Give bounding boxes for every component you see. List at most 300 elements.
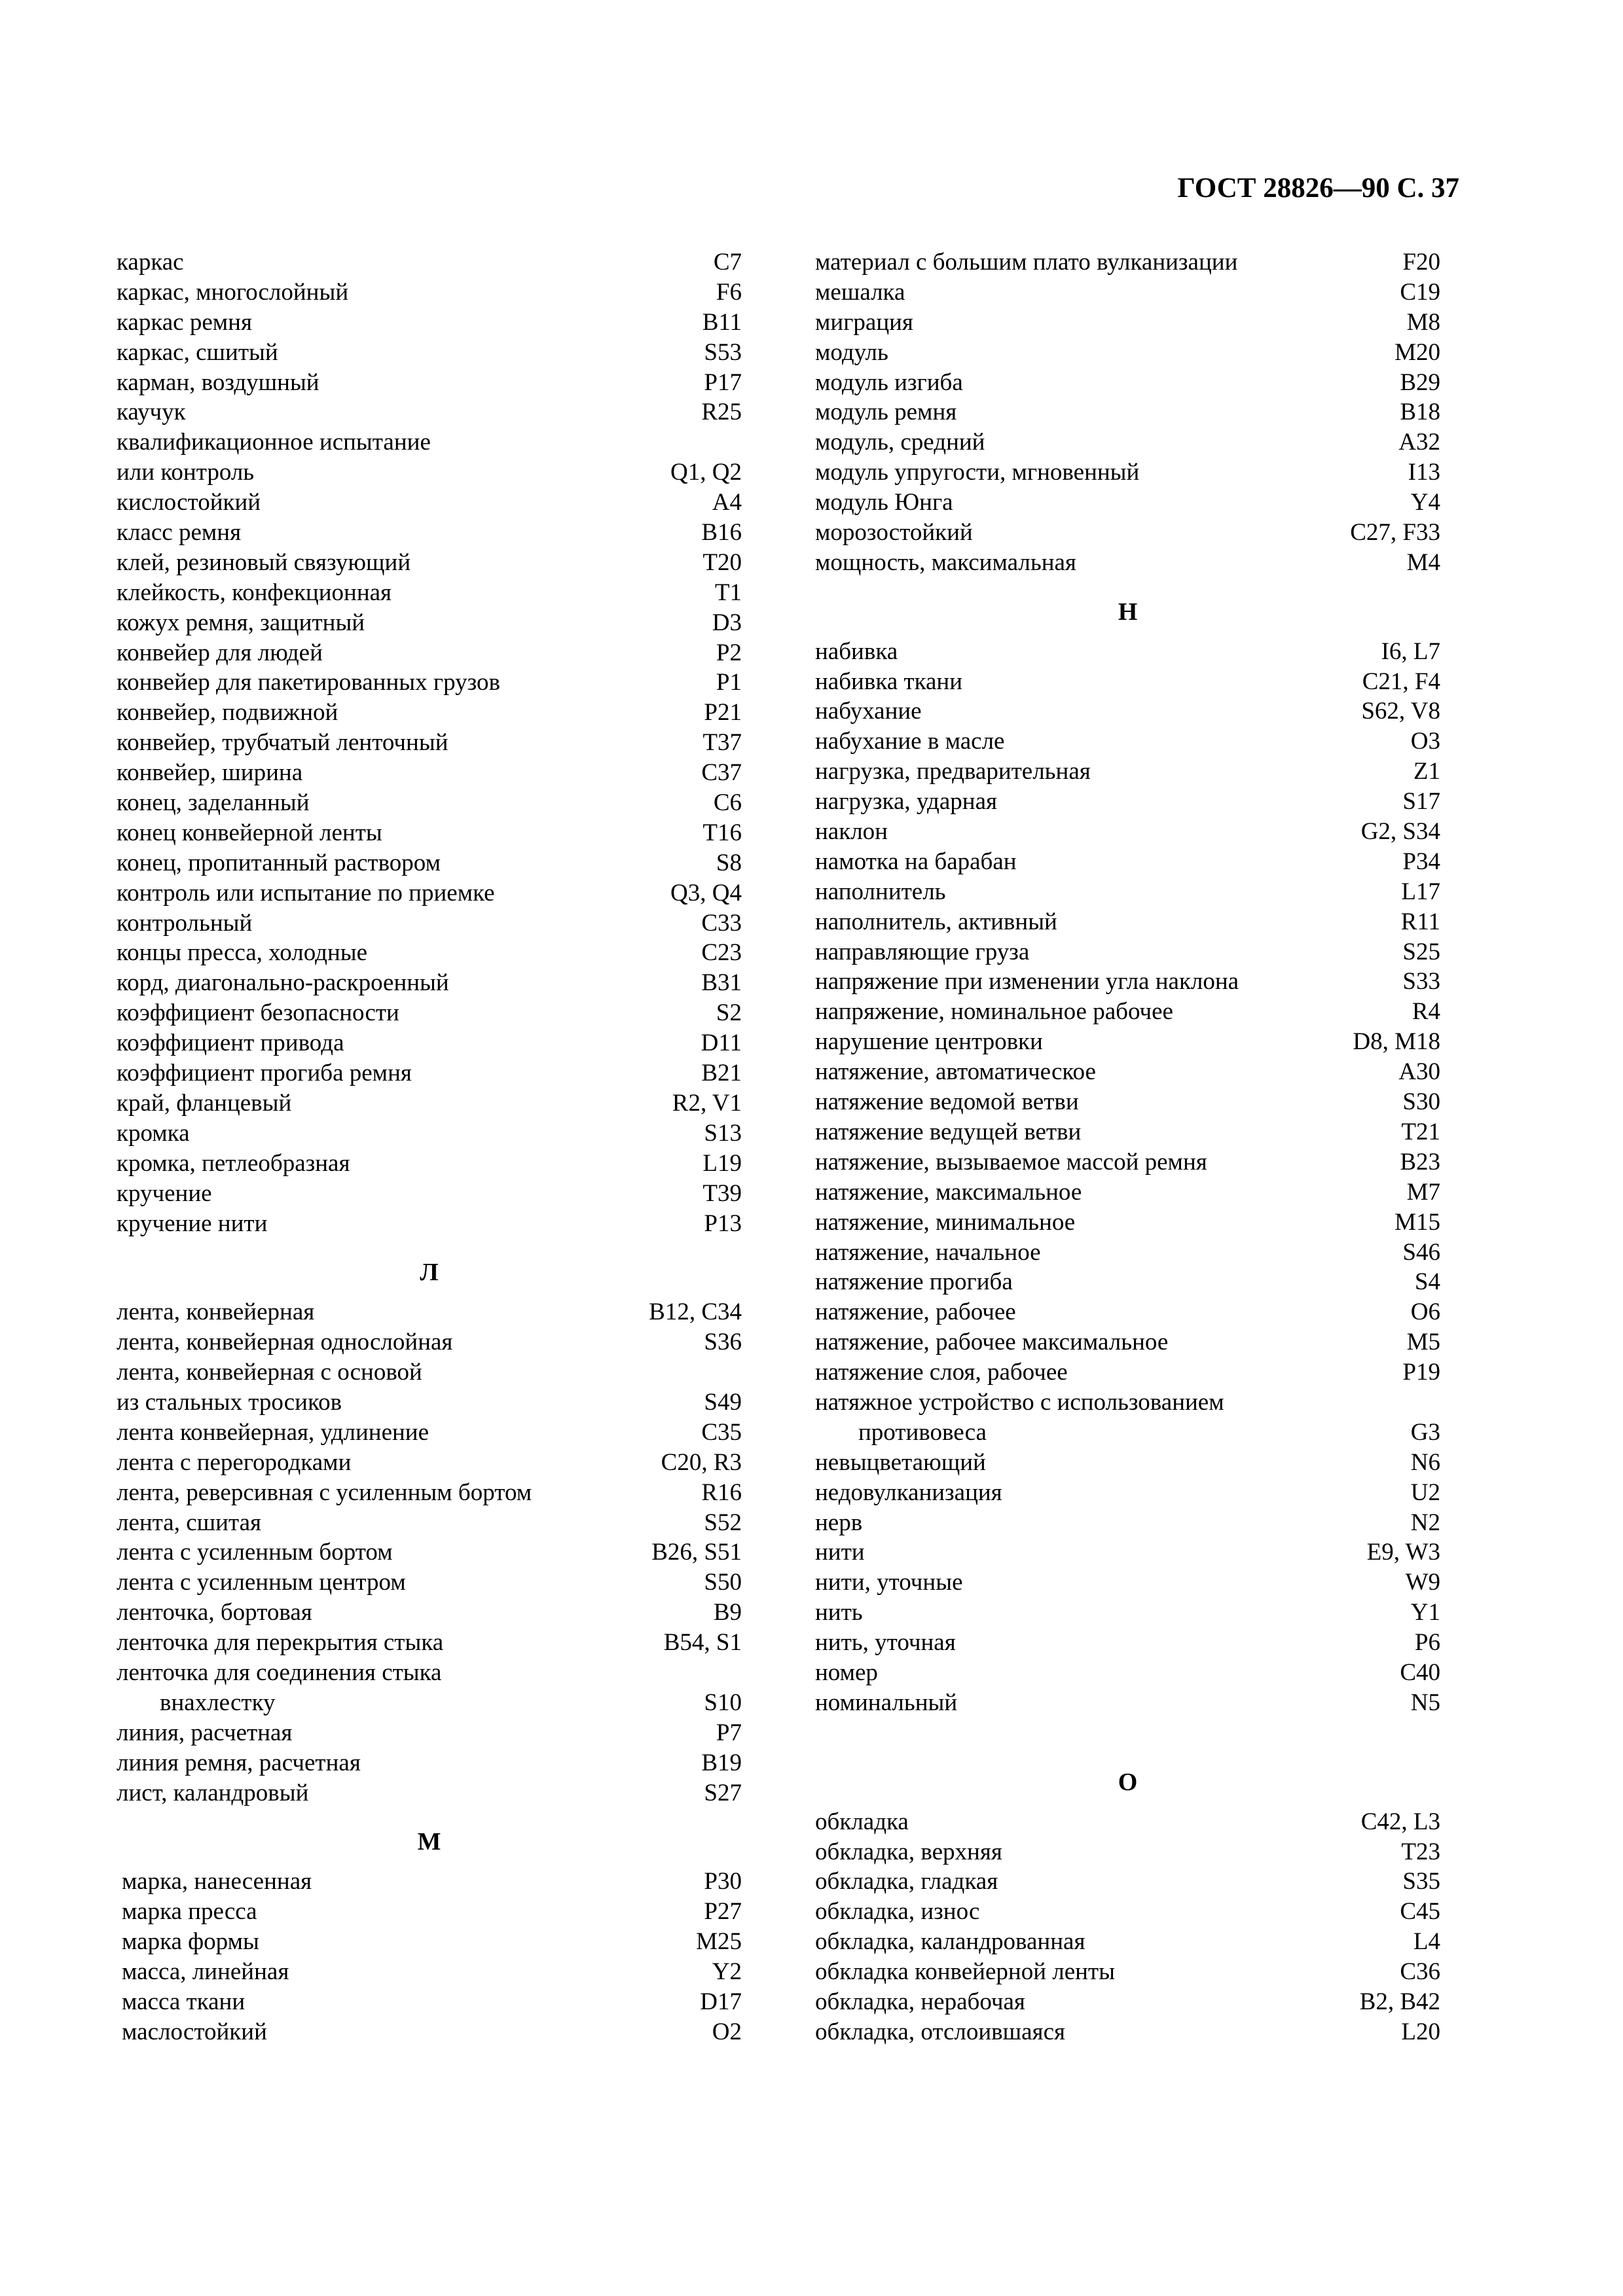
index-term: номер (815, 1659, 878, 1686)
index-term: каркас ремня (117, 308, 253, 336)
index-entry (117, 908, 742, 939)
index-code: W9 (1405, 1569, 1440, 1596)
index-entry (117, 548, 742, 578)
index-code: N5 (1410, 1689, 1440, 1716)
index-code: L20 (1401, 2018, 1440, 2045)
index-code: C23 (701, 939, 742, 967)
index-term: натяжение ведущей ветви (815, 1118, 1082, 1145)
index-code: Z1 (1413, 758, 1440, 785)
index-entry (815, 1688, 1440, 1718)
index-term: из стальных тросиков (117, 1388, 342, 1416)
index-code: B29 (1400, 368, 1440, 396)
index-term: нарушение центровки (815, 1028, 1043, 1056)
index-code: P13 (704, 1210, 742, 1237)
index-entry (117, 578, 742, 608)
index-term: масса ткани (122, 1988, 246, 2015)
index-code: T20 (702, 548, 742, 576)
index-entry (815, 967, 1440, 997)
index-entry (815, 667, 1440, 697)
index-term: каркас, многослойный (117, 278, 349, 306)
index-term: нити (815, 1539, 865, 1566)
index-block-m-cont (815, 247, 1440, 578)
index-code: N2 (1410, 1509, 1440, 1536)
index-code: A30 (1398, 1058, 1440, 1086)
index-code: D8, M18 (1353, 1028, 1440, 1056)
index-entry (815, 757, 1440, 787)
index-code: Q3, Q4 (670, 879, 742, 906)
index-entry (815, 1867, 1440, 1897)
index-term: лента, конвейерная с основой (117, 1359, 422, 1386)
index-entry (117, 1628, 742, 1658)
index-code: Y4 (1410, 489, 1440, 516)
index-code: M4 (1406, 548, 1440, 576)
index-term: мешалка (815, 278, 905, 306)
index-entry (117, 1149, 742, 1179)
index-code: S4 (1414, 1268, 1440, 1296)
index-code: A32 (1398, 429, 1440, 456)
index-code: T23 (1401, 1838, 1440, 1865)
index-entry (117, 788, 742, 818)
index-entry (117, 338, 742, 368)
index-term: натяжение, вызываемое массой ремня (815, 1148, 1207, 1175)
index-term: карман, воздушный (117, 368, 319, 396)
index-term: коэффициент безопасности (117, 999, 399, 1027)
index-code: Y2 (712, 1958, 742, 1985)
index-code: C27, F33 (1350, 519, 1440, 547)
index-term: наполнитель (815, 878, 946, 905)
index-code: B31 (701, 969, 742, 997)
index-term: натяжение, рабочее (815, 1299, 1016, 1326)
index-code: C33 (701, 909, 742, 937)
index-term: ленточка для соединения стыка (117, 1659, 442, 1686)
index-entry (122, 1957, 742, 1987)
index-term: невыцветающий (815, 1448, 986, 1476)
index-term: ленточка для перекрытия стыка (117, 1629, 444, 1657)
index-code: Y1 (1410, 1599, 1440, 1626)
index-term: обкладка, каландрованная (815, 1928, 1085, 1956)
index-entry (117, 1058, 742, 1088)
index-term: натяжение слоя, рабочее (815, 1359, 1068, 1386)
index-entry (117, 1209, 742, 1239)
index-code: L4 (1413, 1928, 1440, 1956)
index-code: Q1, Q2 (670, 459, 742, 486)
index-code: P21 (704, 699, 742, 726)
index-code: S17 (1402, 788, 1440, 816)
index-entry (815, 1897, 1440, 1927)
index-code: D3 (712, 609, 742, 636)
index-entry (117, 1388, 742, 1418)
index-term: лента, реверсивная с усиленным бортом (117, 1479, 532, 1506)
index-code: O6 (1410, 1299, 1440, 1326)
index-code: B18 (1400, 399, 1440, 426)
index-entry (122, 1897, 742, 1927)
index-term: марка, нанесенная (122, 1868, 312, 1895)
index-term: натяжение, минимальное (815, 1208, 1076, 1236)
index-code: P1 (716, 669, 742, 696)
index-entry (815, 338, 1440, 368)
index-code: O3 (1410, 728, 1440, 755)
page-header: ГОСТ 28826—90 С. 37 (1177, 173, 1459, 204)
index-entry (117, 397, 742, 427)
index-column-right (815, 247, 1440, 2047)
index-entry (815, 637, 1440, 667)
index-code: P7 (716, 1719, 742, 1746)
index-code: C20, R3 (661, 1448, 742, 1476)
index-entry (815, 1537, 1440, 1568)
index-entry (117, 1119, 742, 1149)
index-term: клейкость, конфекционная (117, 579, 392, 606)
index-entry (815, 1177, 1440, 1208)
index-entry (117, 1478, 742, 1508)
index-term: контроль или испытание по приемке (117, 879, 495, 906)
index-code: C7 (713, 249, 742, 276)
index-term: обкладка, отслоившаяся (815, 2018, 1066, 2045)
index-entry (815, 278, 1440, 308)
index-entry (815, 1238, 1440, 1268)
index-code: F6 (716, 278, 742, 306)
index-term: модуль Юнга (815, 489, 953, 516)
index-code: B23 (1400, 1148, 1440, 1175)
index-entry (122, 1867, 742, 1897)
index-code: C6 (713, 789, 742, 817)
index-term: концы пресса, холодные (117, 939, 368, 967)
index-code: C37 (701, 759, 742, 787)
index-term: напряжение, номинальное рабочее (815, 998, 1173, 1026)
index-term: натяжение прогиба (815, 1268, 1013, 1296)
index-entry (117, 1658, 742, 1688)
index-term: мощность, максимальная (815, 548, 1076, 576)
index-code: O2 (712, 2018, 742, 2045)
index-code: R25 (701, 399, 742, 426)
index-code: I13 (1408, 459, 1440, 486)
index-entry (117, 1448, 742, 1478)
section-letter-n: Н (1118, 598, 1138, 626)
index-entry (815, 1267, 1440, 1297)
index-entry (117, 878, 742, 908)
index-code: S62, V8 (1361, 698, 1440, 725)
index-term: лента, сшитая (117, 1509, 262, 1536)
index-code: R16 (701, 1479, 742, 1506)
index-code: B16 (701, 519, 742, 547)
index-entry (815, 1208, 1440, 1238)
index-code: S35 (1402, 1868, 1440, 1895)
index-entry (815, 1357, 1440, 1388)
index-entry (815, 1837, 1440, 1867)
index-term: маслостойкий (122, 2018, 267, 2045)
index-entry (815, 1147, 1440, 1177)
index-term: кожух ремня, защитный (117, 609, 365, 636)
index-term: лента, конвейерная однослойная (117, 1329, 453, 1356)
index-term: обкладка, верхняя (815, 1838, 1002, 1865)
index-entry (815, 696, 1440, 726)
index-code: C35 (701, 1418, 742, 1446)
index-entry (815, 1297, 1440, 1327)
index-block-l (117, 1297, 742, 1808)
index-entry (815, 1807, 1440, 1837)
index-code: B12, C34 (649, 1299, 742, 1326)
index-code: M25 (696, 1928, 742, 1956)
index-entry (117, 1718, 742, 1748)
index-term: обкладка конвейерной ленты (815, 1958, 1115, 1986)
index-term: лента, конвейерная (117, 1299, 315, 1326)
index-term: нить (815, 1599, 863, 1626)
index-term: конвейер для людей (117, 639, 323, 666)
index-code: R4 (1412, 998, 1440, 1026)
index-entry (815, 488, 1440, 518)
index-term: коэффициент привода (117, 1030, 344, 1057)
index-entry (815, 457, 1440, 488)
index-term: лента с усиленным бортом (117, 1539, 393, 1566)
index-entry (122, 1987, 742, 2017)
index-term: конец конвейерной ленты (117, 819, 382, 846)
index-entry (815, 1057, 1440, 1087)
index-term: лента с усиленным центром (117, 1569, 406, 1596)
index-term: недовулканизация (815, 1479, 1002, 1506)
index-entry (117, 998, 742, 1028)
index-code: S49 (704, 1388, 742, 1416)
index-term: намотка на барабан (815, 848, 1017, 875)
index-term: напряжение при изменении угла наклона (815, 968, 1239, 996)
index-entry (117, 638, 742, 668)
index-entry (815, 1448, 1440, 1478)
index-term: натяжение, автоматическое (815, 1058, 1096, 1086)
index-term: обкладка (815, 1808, 909, 1835)
index-code: S30 (1402, 1088, 1440, 1116)
index-term: модуль (815, 338, 888, 366)
index-entry (117, 247, 742, 278)
index-code: R2, V1 (672, 1089, 742, 1117)
index-term: обкладка, гладкая (815, 1868, 998, 1895)
index-term: нить, уточная (815, 1629, 956, 1657)
index-entry (815, 1658, 1440, 1688)
index-entry (117, 308, 742, 338)
index-code: F20 (1402, 249, 1440, 276)
index-entry (815, 1508, 1440, 1538)
index-entry (117, 758, 742, 788)
index-term: ленточка, бортовая (117, 1599, 312, 1626)
index-code: S13 (704, 1119, 742, 1147)
index-entry (117, 1568, 742, 1598)
index-code: P17 (704, 368, 742, 396)
index-code: P2 (716, 639, 742, 666)
index-entry (117, 1327, 742, 1357)
index-code: S2 (716, 999, 742, 1027)
index-term: нагрузка, предварительная (815, 758, 1091, 785)
index-code: B9 (713, 1599, 742, 1626)
index-term: класс ремня (117, 519, 242, 547)
index-code: E9, W3 (1366, 1539, 1440, 1566)
index-code: L17 (1401, 878, 1440, 905)
index-term: конвейер, ширина (117, 759, 303, 787)
index-term: линия ремня, расчетная (117, 1749, 361, 1776)
index-code: P34 (1402, 848, 1440, 875)
index-term: марка формы (122, 1928, 259, 1956)
index-code: M15 (1395, 1208, 1440, 1236)
index-term: материал с большим плато вулканизации (815, 249, 1238, 276)
index-term: натяжение, максимальное (815, 1178, 1082, 1206)
index-entry (815, 1027, 1440, 1057)
index-entry (117, 1598, 742, 1628)
index-entry (117, 728, 742, 758)
index-term: натяжение, рабочее максимальное (815, 1329, 1169, 1356)
index-entry (117, 1537, 742, 1568)
index-entry (117, 1778, 742, 1808)
index-code: T37 (702, 729, 742, 757)
section-letter-o: О (1118, 1768, 1138, 1796)
index-code: P6 (1414, 1629, 1440, 1657)
index-code: D17 (700, 1988, 742, 2015)
index-code: M8 (1406, 308, 1440, 336)
index-entry (117, 1418, 742, 1448)
index-entry (815, 368, 1440, 398)
index-code: R11 (1400, 908, 1440, 935)
index-block-o (815, 1807, 1440, 2047)
index-entry (815, 817, 1440, 847)
index-entry (117, 698, 742, 728)
index-entry (117, 1297, 742, 1327)
index-code: S52 (704, 1509, 742, 1536)
index-entry (117, 668, 742, 698)
index-term: модуль изгиба (815, 368, 963, 396)
index-term: направляющие груза (815, 938, 1030, 965)
index-code: M20 (1395, 338, 1440, 366)
index-term: или контроль (117, 459, 255, 486)
index-code: T21 (1401, 1118, 1440, 1145)
index-code: C45 (1400, 1898, 1440, 1926)
index-entry (815, 1418, 1440, 1448)
section-letter-m: М (417, 1828, 441, 1856)
index-entry (117, 457, 742, 488)
index-term: корд, диагонально-раскроенный (117, 969, 449, 997)
index-entry (117, 368, 742, 398)
index-code: G2, S34 (1360, 818, 1440, 846)
index-entry (815, 1388, 1440, 1418)
index-entry (815, 877, 1440, 907)
index-term: конвейер, трубчатый ленточный (117, 729, 448, 757)
index-entry (117, 1028, 742, 1058)
index-code: C40 (1400, 1659, 1440, 1686)
index-entry (117, 938, 742, 968)
index-term: набухание (815, 698, 922, 725)
index-code: T16 (702, 819, 742, 846)
index-code: L19 (702, 1149, 742, 1177)
index-term: морозостойкий (815, 519, 973, 547)
index-code: S10 (704, 1689, 742, 1716)
index-code: C42, L3 (1360, 1808, 1440, 1835)
index-entry (815, 1628, 1440, 1658)
index-code: C36 (1400, 1958, 1440, 1986)
index-term: кромка (117, 1119, 190, 1147)
index-term: коэффициент прогиба ремня (117, 1060, 412, 1087)
index-term: кислостойкий (117, 489, 261, 516)
index-term: нити, уточные (815, 1569, 963, 1596)
index-code: S27 (704, 1779, 742, 1806)
index-term: клей, резиновый связующий (117, 548, 411, 576)
index-term: каркас (117, 249, 184, 276)
index-block-m (117, 1867, 742, 2047)
index-code: N6 (1410, 1448, 1440, 1476)
index-term: натяжение, начальное (815, 1238, 1041, 1266)
index-code: S50 (704, 1569, 742, 1596)
index-term: конец, заделанный (117, 789, 310, 817)
index-term: противовеса (858, 1418, 987, 1446)
index-code: B21 (701, 1060, 742, 1087)
index-entry (815, 1927, 1440, 1957)
index-term: внахлестку (160, 1689, 276, 1716)
index-entry (117, 488, 742, 518)
index-term: каучук (117, 399, 186, 426)
index-entry (815, 1598, 1440, 1628)
index-block-n (815, 637, 1440, 1718)
index-code: C19 (1400, 278, 1440, 306)
index-term: обкладка, нерабочая (815, 1988, 1025, 2015)
index-entry (815, 1987, 1440, 2017)
index-term: конвейер, подвижной (117, 699, 338, 726)
index-term: нерв (815, 1509, 863, 1536)
index-term: край, фланцевый (117, 1089, 292, 1117)
index-term: обкладка, износ (815, 1898, 980, 1926)
index-term: квалификационное испытание (117, 429, 431, 456)
index-term: масса, линейная (122, 1958, 289, 1985)
index-entry (815, 518, 1440, 548)
index-entry (815, 937, 1440, 967)
index-term: каркас, сшитый (117, 338, 278, 366)
index-term: модуль упругости, мгновенный (815, 459, 1140, 486)
index-term: лента с перегородками (117, 1448, 352, 1476)
index-entry (815, 247, 1440, 278)
index-entry (815, 1957, 1440, 1987)
index-entry (815, 787, 1440, 817)
index-term: миграция (815, 308, 913, 336)
index-entry (815, 726, 1440, 757)
index-term: набивка (815, 637, 898, 665)
index-term: кручение нити (117, 1210, 268, 1237)
index-entry (815, 397, 1440, 427)
index-entry (815, 1117, 1440, 1147)
index-entry (815, 2017, 1440, 2047)
index-code: B54, S1 (663, 1629, 742, 1657)
index-entry (815, 427, 1440, 457)
index-term: линия, расчетная (117, 1719, 293, 1746)
index-code: D11 (701, 1030, 742, 1057)
index-term: марка пресса (122, 1898, 257, 1926)
index-term: набивка ткани (815, 668, 963, 695)
index-code: B2, B42 (1359, 1988, 1440, 2015)
index-entry (117, 427, 742, 457)
index-term: натяжение ведомой ветви (815, 1088, 1079, 1116)
index-code: P27 (704, 1898, 742, 1926)
index-entry (815, 907, 1440, 937)
index-code: M7 (1406, 1178, 1440, 1206)
index-entry (117, 818, 742, 848)
index-code: T1 (714, 579, 742, 606)
index-entry (815, 308, 1440, 338)
index-entry (117, 1179, 742, 1209)
index-entry (117, 518, 742, 548)
index-code: A4 (712, 489, 742, 516)
index-term: набухание в масле (815, 728, 1005, 755)
index-block-k (117, 247, 742, 1238)
index-entry (815, 1568, 1440, 1598)
index-term: кромка, петлеобразная (117, 1149, 350, 1177)
index-code: S46 (1402, 1238, 1440, 1266)
index-code: M5 (1406, 1329, 1440, 1356)
index-code: U2 (1410, 1479, 1440, 1506)
index-entry (117, 1748, 742, 1778)
index-column-left (117, 247, 742, 2047)
index-term: модуль ремня (815, 399, 957, 426)
index-code: B19 (701, 1749, 742, 1776)
